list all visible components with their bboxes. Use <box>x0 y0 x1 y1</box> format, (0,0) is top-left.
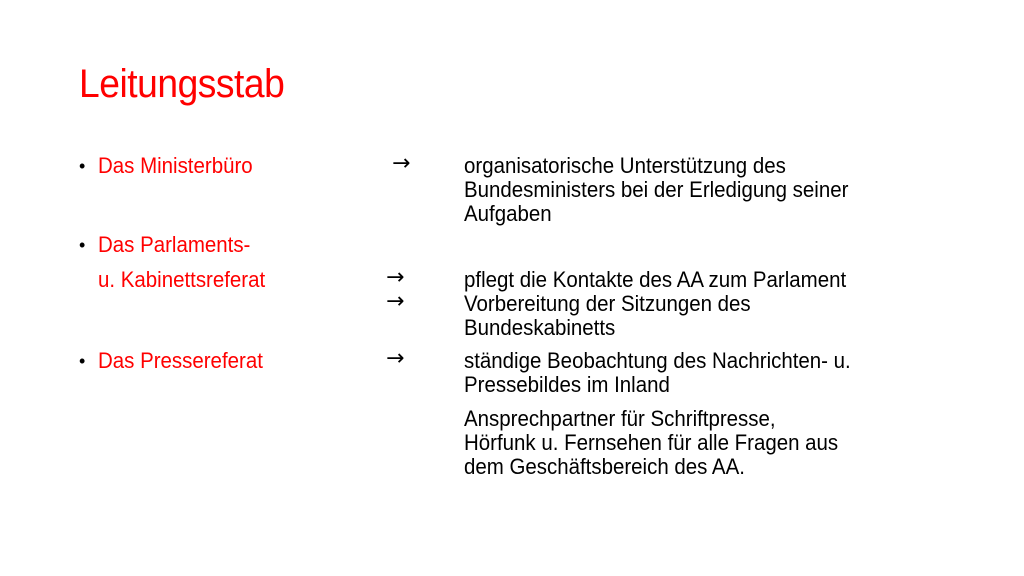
arrow-parlamentsreferat-1: → <box>386 265 405 290</box>
label-pressereferat: Das Pressereferat <box>98 348 263 373</box>
bullet-parlamentsreferat: • <box>79 235 86 255</box>
desc-ministerbuero-line2: Bundesministers bei der Erledigung seiner <box>464 177 849 202</box>
slide-title: Leitungsstab <box>79 62 285 106</box>
bullet-ministerbuero: • <box>79 156 86 176</box>
desc-pressereferat-line2: Pressebildes im Inland <box>464 372 670 397</box>
desc-pressereferat-line4: Hörfunk u. Fernsehen für alle Fragen aus <box>464 430 839 455</box>
label-parlamentsreferat-line1: Das Parlaments- <box>98 232 251 257</box>
arrow-parlamentsreferat-2: → <box>386 289 405 314</box>
desc-ministerbuero-line3: Aufgaben <box>464 201 552 226</box>
desc-pressereferat-line3: Ansprechpartner für Schriftpresse, <box>464 406 776 431</box>
arrow-ministerbuero: → <box>392 151 411 176</box>
desc-parlamentsreferat-line2: Vorbereitung der Sitzungen des <box>464 291 751 316</box>
arrow-pressereferat: → <box>386 346 405 371</box>
desc-parlamentsreferat-line1: pflegt die Kontakte des AA zum Parlament <box>464 267 847 292</box>
desc-pressereferat-line1: ständige Beobachtung des Nachrichten- u. <box>464 348 851 373</box>
desc-ministerbuero-line1: organisatorische Unterstützung des <box>464 153 786 178</box>
desc-pressereferat-line5: dem Geschäftsbereich des AA. <box>464 454 745 479</box>
label-parlamentsreferat-line2: u. Kabinettsreferat <box>98 267 266 292</box>
desc-parlamentsreferat-line3: Bundeskabinetts <box>464 315 616 340</box>
label-ministerbuero: Das Ministerbüro <box>98 153 253 178</box>
bullet-pressereferat: • <box>79 351 86 371</box>
